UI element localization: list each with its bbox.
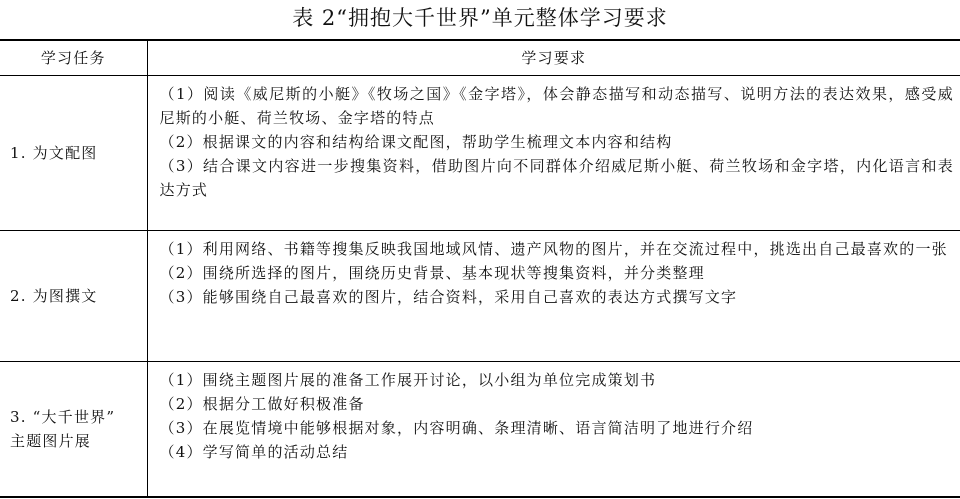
task-label-line: 3. “大千世界” bbox=[10, 407, 116, 426]
task-label-line: 主题图片展 bbox=[10, 431, 92, 450]
table-header-row bbox=[0, 40, 960, 75]
header-task: 学习任务 bbox=[0, 40, 147, 75]
task-cell: 1. 为文配图 bbox=[0, 75, 147, 230]
task-cell: 2. 为图撰文 bbox=[0, 230, 147, 361]
requirement-item: （2）根据课文的内容和结构给课文配图，帮助学生梳理文本内容和结构 bbox=[159, 132, 673, 151]
table-row bbox=[0, 75, 960, 230]
requirements-cell bbox=[147, 361, 960, 497]
table-row bbox=[0, 361, 960, 497]
header-requirements: 学习要求 bbox=[147, 40, 960, 75]
requirement-item: （3）能够围绕自己最喜欢的图片，结合资料，采用自己喜欢的表达方式撰写文字 bbox=[159, 287, 738, 306]
requirement-item: （1）利用网络、书籍等搜集反映我国地域风情、遗产风物的图片，并在交流过程中，挑选出自己最喜欢的一张 bbox=[159, 239, 948, 258]
requirement-item: （3）在展览情境中能够根据对象，内容明确、条理清晰、语言简洁明了地进行介绍 bbox=[159, 418, 754, 437]
requirements-cell bbox=[147, 75, 960, 230]
requirement-item: （1）阅读《威尼斯的小艇》《牧场之国》《金字塔》，体会静态描写和动态描写、说明方法的表达效果，感受威尼斯的小艇、荷兰牧场、金字塔的特点 bbox=[159, 84, 954, 127]
requirement-item: （1）围绕主题图片展的准备工作展开讨论，以小组为单位完成策划书 bbox=[159, 370, 657, 389]
task-cell bbox=[0, 361, 147, 497]
learning-requirements-table bbox=[0, 39, 960, 498]
table-row bbox=[0, 230, 960, 361]
requirements-cell bbox=[147, 230, 960, 361]
requirement-item: （3）结合课文内容进一步搜集资料，借助图片向不同群体介绍威尼斯小艇、荷兰牧场和金字塔，内化语言和表达方式 bbox=[159, 156, 954, 199]
requirement-item: （2）根据分工做好积极准备 bbox=[159, 394, 365, 413]
requirement-item: （4）学写简单的活动总结 bbox=[159, 442, 349, 461]
table-title: 表 2“拥抱大千世界”单元整体学习要求 bbox=[292, 6, 668, 30]
requirement-item: （2）围绕所选择的图片，围绕历史背景、基本现状等搜集资料，并分类整理 bbox=[159, 263, 705, 282]
